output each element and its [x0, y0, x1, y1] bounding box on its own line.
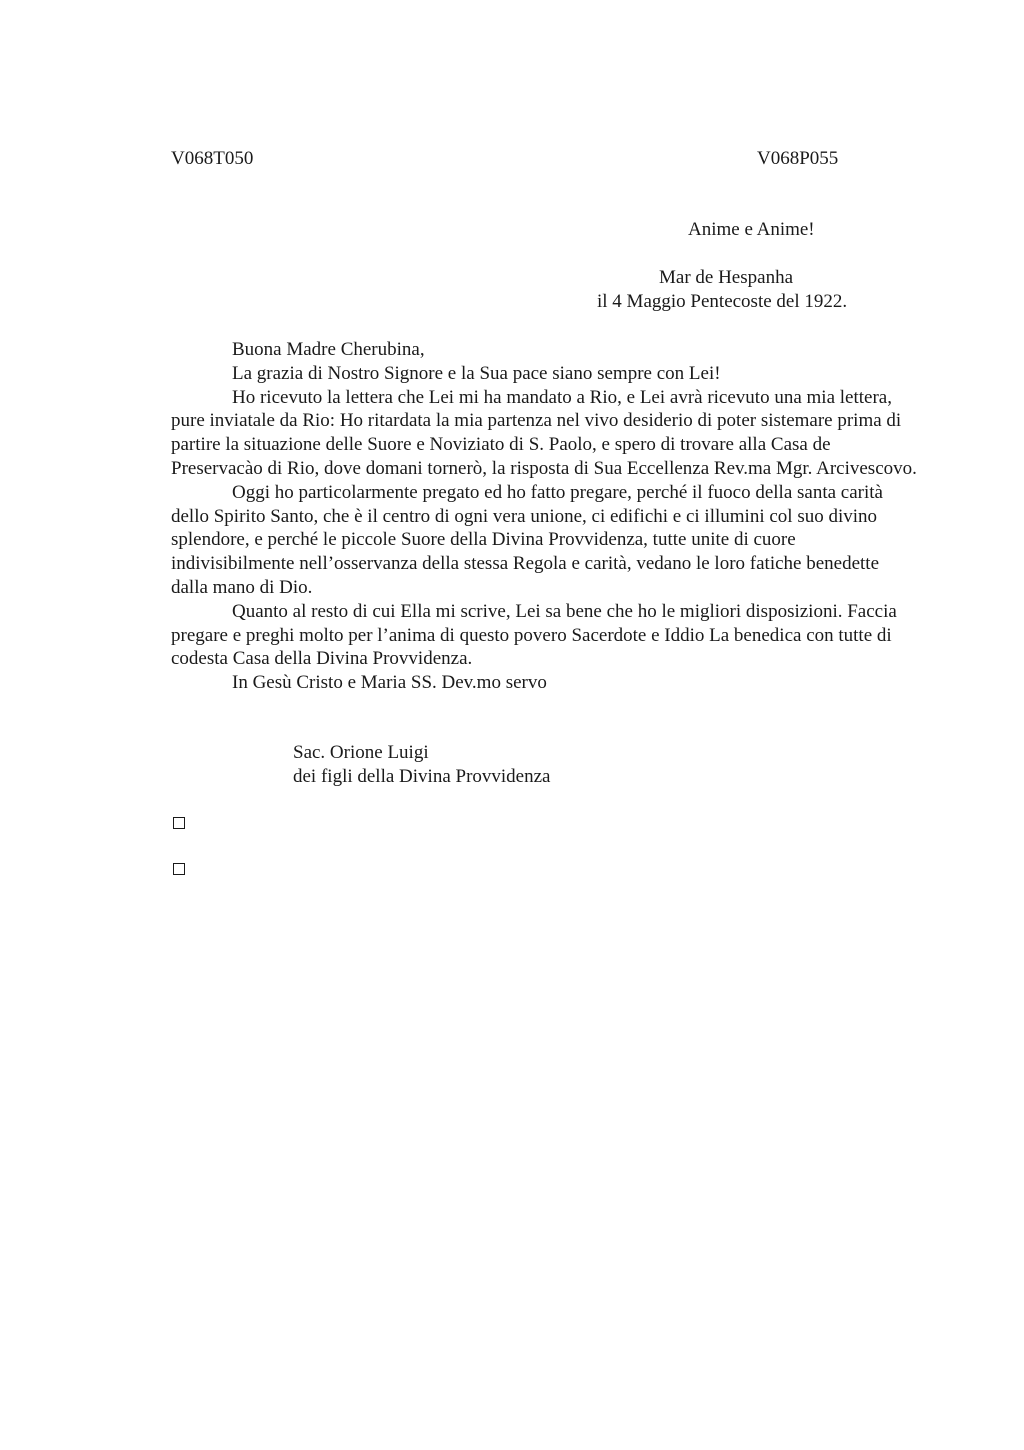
- letter-body: [171, 338, 917, 695]
- greeting-paragraph: La grazia di Nostro Signore e la Sua pace siano sempre con Lei!: [232, 362, 721, 384]
- closing-line: In Gesù Cristo e Maria SS. Dev.mo servo: [232, 672, 547, 694]
- signature-title: dei figli della Divina Provvidenza: [293, 766, 551, 787]
- document-code-left: V068T050: [171, 148, 254, 169]
- checkbox-glyph: [173, 817, 185, 829]
- motto: Anime e Anime!: [688, 219, 815, 240]
- checkbox-glyph: [173, 863, 185, 875]
- body-paragraph: Ho ricevuto la lettera che Lei mi ha mandato a Rio, e Lei avrà ricevuto una mia lettera, pure inviatale da Rio: Ho ritardata la mia partenza nel vivo desiderio di poter sistemare prima di partire la situazione delle Suore e Noviziato di S. Paolo, e spero di trovare alla Casa de Preservacào di Rio, dove domani tornerò, la risposta di Sua Eccellenza Rev.ma Mgr. Arcivescovo.: [171, 386, 917, 479]
- body-paragraph: Oggi ho particolarmente pregato ed ho fatto pregare, perché il fuoco della santa carità dello Spirito Santo, che è il centro di ogni vera unione, ci edifichi e ci illumini col suo divino splendore, e perché le piccole Suore della Divina Provvidenza, tutte unite di cuore indivisibilmente nell’osservanza della stessa Regola e carità, vedano le loro fatiche benedette dalla mano di Dio.: [171, 481, 883, 598]
- document-code-right: V068P055: [757, 148, 839, 169]
- place-line: Mar de Hespanha: [659, 267, 794, 288]
- salutation: Buona Madre Cherubina,: [232, 339, 425, 360]
- date-line: il 4 Maggio Pentecoste del 1922.: [597, 291, 848, 312]
- body-paragraph: Quanto al resto di cui Ella mi scrive, Lei sa bene che ho le migliori disposizioni. Faccia pregare e preghi molto per l’anima di questo povero Sacerdote e Iddio La benedica con tutte di codesta Casa della Divina Provvidenza.: [171, 600, 897, 670]
- signature-name: Sac. Orione Luigi: [293, 742, 429, 763]
- signature-block: [293, 741, 550, 789]
